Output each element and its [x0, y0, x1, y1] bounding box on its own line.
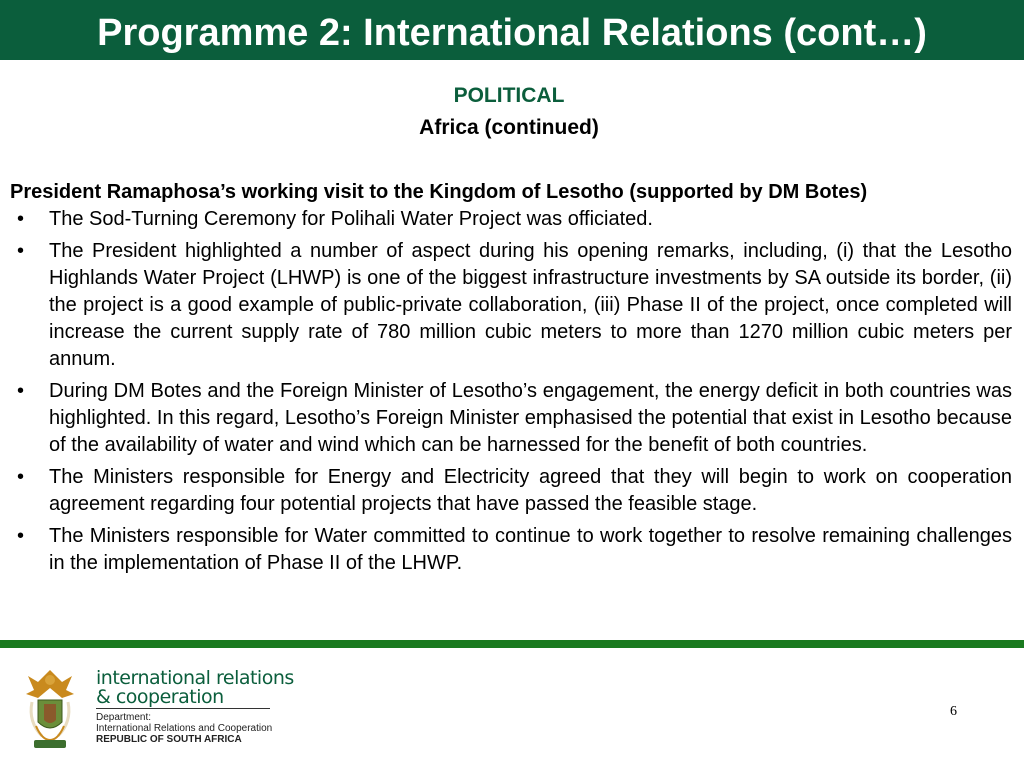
bullet-item: • The Ministers responsible for Water committed to continue to work together to resolve remaining challenges in the implementation of Phase II of the LHWP. [14, 523, 1012, 577]
bullet-list [14, 206, 1012, 582]
dept-name: International Relations and Cooperation [96, 723, 273, 734]
bullet-item: • During DM Botes and the Foreign Minister of Lesotho’s engagement, the energy deficit in both countries was highlighted. In this regard, Lesotho’s Foreign Minister emphasised the potential that exist in Lesotho because of the availability of water and wind which can be harnessed for the benefit of both countries. [14, 378, 1012, 459]
bullet-item: • The Ministers responsible for Energy and Electricity agreed that they will begin to work on cooperation agreement regarding four potential projects that have passed the feasible stage. [14, 464, 1012, 518]
brand-line-2: & cooperation [96, 686, 224, 708]
bullet-item: • The President highlighted a number of aspect during his opening remarks, including, (i) that the Lesotho Highlands Water Project (LHWP) is one of the biggest infrastructure investments by SA outside its border, (ii) the project is a good example of public-private collaboration, (iii) Phase II of the project, once completed will increase the current supply rate of 780 million cubic meters to more than 1270 million cubic meters per annum. [14, 238, 1012, 373]
footer-divider [0, 640, 1024, 648]
brand-divider [96, 708, 270, 709]
category-heading: POLITICAL [453, 84, 565, 107]
bullet-item: • The Sod-Turning Ceremony for Polihali Water Project was officiated. [14, 206, 1012, 233]
country-name: REPUBLIC OF SOUTH AFRICA [96, 734, 242, 745]
page-number: 6 [950, 704, 957, 719]
brand-line-1: international relations [96, 667, 294, 689]
coat-of-arms-icon [22, 666, 78, 752]
region-heading: Africa (continued) [419, 116, 599, 139]
slide-title: Programme 2: International Relations (cont…) [97, 12, 927, 54]
section-heading: President Ramaphosa’s working visit to the Kingdom of Lesotho (supported by DM Botes) [10, 181, 868, 203]
title-bar [0, 0, 1024, 60]
dept-label: Department: [96, 712, 152, 723]
